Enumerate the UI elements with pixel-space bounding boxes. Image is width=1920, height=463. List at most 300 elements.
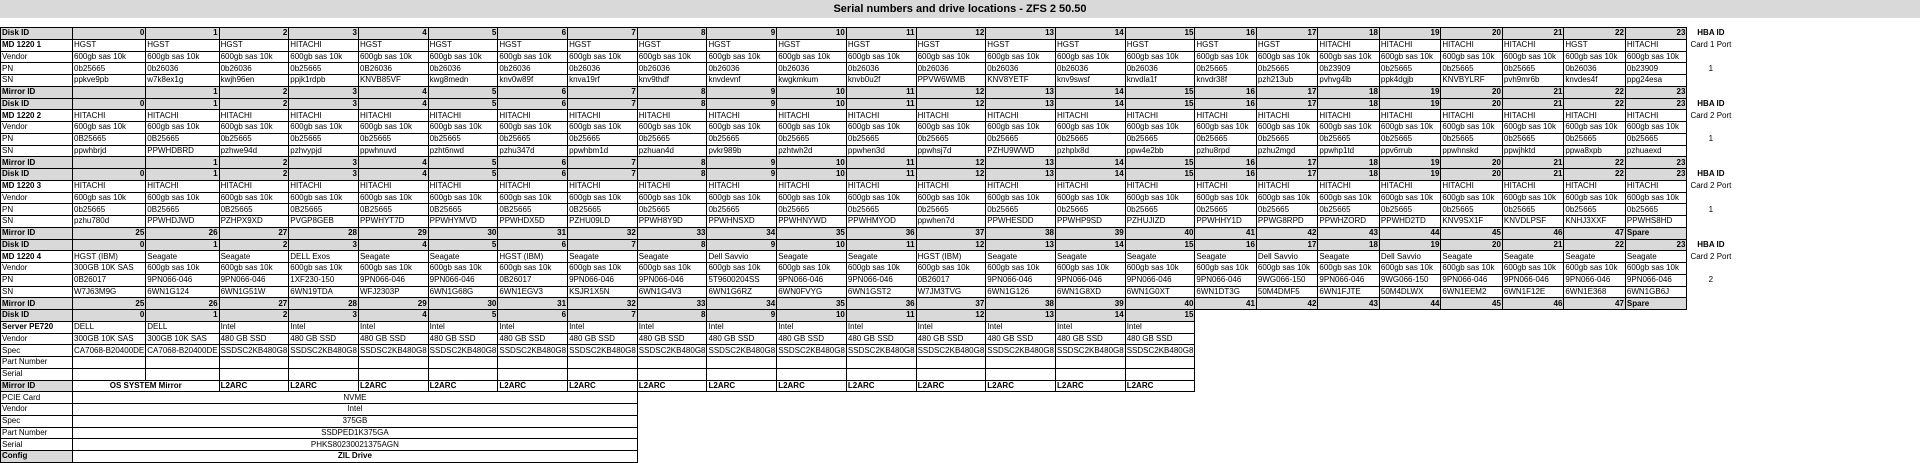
mirror-id-cell: 22 (1564, 157, 1626, 169)
spec-cell: 600gb sas 10k (846, 51, 916, 63)
sn-cell: PZHUJIZD (1125, 216, 1195, 228)
sn-cell: pzhuan4d (637, 145, 707, 157)
spec-cell: 600gb sas 10k (1502, 263, 1564, 275)
sheet-row (1, 380, 1735, 392)
spec-cell: 600gb sas 10k (219, 51, 289, 63)
vendor-cell: HGST (1256, 39, 1318, 51)
spec-cell: 600gb sas 10k (1625, 51, 1687, 63)
enclosure-name: MD 1220 3 (1, 180, 73, 192)
server-part-number-cell: SSDSC2KB480G8 (917, 345, 985, 355)
pn-cell: 9PN066-046 (1564, 274, 1626, 286)
vendor-cell: HGST (1125, 39, 1195, 51)
pn-cell: 0B25665 (358, 204, 428, 216)
disk-id-cell: 21 (1502, 169, 1564, 181)
spec-cell: 600gb sas 10k (428, 192, 498, 204)
server-spec-cell: 480 GB SSD (637, 333, 707, 345)
l2arc-cell: L2ARC (428, 380, 498, 392)
vendor-cell: Seagate (1625, 251, 1687, 263)
mirror-id-cell: 47 (1564, 227, 1626, 239)
spec-cell: 600gb sas 10k (1502, 192, 1564, 204)
sheet-row (1, 274, 1735, 286)
vendor-cell: HITACHI (1125, 180, 1195, 192)
spec-cell: 600gb sas 10k (1125, 192, 1195, 204)
vendor-cell: Seagate (846, 251, 916, 263)
vendor-cell: HITACHI (73, 110, 146, 122)
vendor-cell: Seagate (637, 251, 707, 263)
sn-cell: knvdr38f (1195, 75, 1257, 87)
server-spec-cell: 300GB 10K SAS (73, 333, 146, 345)
server-disk-id-cell: 9 (707, 310, 777, 322)
disk-id-cell: 4 (358, 98, 428, 110)
sn-cell: PPWHD2TD (1379, 216, 1441, 228)
sn-cell: PPWHESDD (986, 216, 1056, 228)
spec-cell: 600gb sas 10k (289, 192, 359, 204)
pn-cell: 0B25665 (568, 204, 638, 216)
mirror-id-cell: 37 (916, 227, 986, 239)
mirror-id-cell: 5 (428, 86, 498, 98)
mirror-id-cell: 10 (777, 86, 847, 98)
mirror-id-cell: 20 (1441, 157, 1503, 169)
sheet-row (1, 451, 1735, 463)
disk-id-cell: 2 (219, 239, 289, 251)
disk-id-cell: 20 (1441, 98, 1503, 110)
l2arc-cell: L2ARC (707, 380, 777, 392)
hba-card-label: Card 2 Port (1690, 251, 1732, 261)
sn-cell: PPWHDBRD (146, 145, 219, 157)
pn-cell: 9PN066-046 (358, 274, 428, 286)
sheet-row (1, 333, 1735, 345)
vendor-cell: HITACHI (916, 110, 986, 122)
sheet-row (1, 180, 1735, 192)
vendor-cell: Dell Savvio (707, 251, 777, 263)
disk-id-cell: 4 (358, 239, 428, 251)
sn-cell: pvhvg4lb (1318, 75, 1380, 87)
pn-cell: 0b25665 (986, 133, 1056, 145)
disk-id-cell: 3 (289, 169, 359, 181)
server-blank-cell (146, 368, 219, 380)
spec-cell: 600gb sas 10k (1441, 122, 1503, 134)
sn-cell: PZHPX9XD (219, 216, 289, 228)
pn-cell: 0b25665 (1564, 204, 1626, 216)
vendor-cell: HITACHI (1256, 180, 1318, 192)
spec-cell: 600gb sas 10k (846, 122, 916, 134)
server-spec-cell: 480 GB SSD (568, 333, 638, 345)
disk-id-cell: 0 (73, 239, 146, 251)
server-serial-cell (986, 357, 1056, 369)
sn-cell: W7J63M9G (73, 286, 146, 298)
sn-cell: PPWHHY1D (1195, 216, 1257, 228)
vendor-cell: HGST (707, 39, 777, 51)
pn-cell: 0B26017 (73, 274, 146, 286)
server-part-number-cell: SSDSC2KB480G8 (847, 345, 915, 355)
spec-cell: 600gb sas 10k (1056, 192, 1126, 204)
disk-id-cell: 4 (358, 28, 428, 40)
vendor-cell: HITACHI (1441, 39, 1503, 51)
spec-cell: 600gb sas 10k (1379, 51, 1441, 63)
sn-label: SN (1, 286, 73, 298)
server-spec-cell: 480 GB SSD (428, 333, 498, 345)
vendor-cell: HITACHI (428, 180, 498, 192)
sn-cell: 6WN1G6RZ (707, 286, 777, 298)
disk-id-cell: 7 (568, 98, 638, 110)
sn-cell: ppwhen7d (916, 216, 986, 228)
pn-cell: 9PN066-046 (428, 274, 498, 286)
os-mirror-cell: OS SYSTEM Mirror (73, 380, 220, 392)
disk-id-cell: 15 (1125, 28, 1195, 40)
pn-cell: 9PN066-046 (1195, 274, 1257, 286)
mirror-id-cell: 39 (1056, 298, 1126, 310)
l2arc-cell: L2ARC (568, 380, 638, 392)
spec-cell: 600gb sas 10k (358, 192, 428, 204)
spec-cell: 600gb sas 10k (1564, 122, 1626, 134)
sn-cell: PZHU09LD (568, 216, 638, 228)
sn-cell: KNHJ3XXF (1564, 216, 1626, 228)
pn-cell: 0b25665 (1256, 133, 1318, 145)
mirror-id-cell: 21 (1502, 86, 1564, 98)
vendor-label: Vendor (1, 263, 73, 275)
sn-cell: KNVB85VF (358, 75, 428, 87)
spec-cell: 600gb sas 10k (1125, 122, 1195, 134)
sn-cell: W7JM3TVG (916, 286, 986, 298)
disk-id-cell: 21 (1502, 28, 1564, 40)
vendor-cell: Dell Savvio (1256, 251, 1318, 263)
sn-cell: pzhvypjd (289, 145, 359, 157)
mirror-id-cell: 38 (986, 298, 1056, 310)
spec-cell: 600gb sas 10k (1318, 122, 1380, 134)
disk-id-cell: 19 (1379, 169, 1441, 181)
mirror-id-cell: 32 (568, 298, 638, 310)
spec-cell: 600gb sas 10k (1256, 122, 1318, 134)
server-spec-cell: 480 GB SSD (916, 333, 986, 345)
vendor-cell: HITACHI (916, 180, 986, 192)
disk-id-cell: 8 (637, 239, 707, 251)
vendor-cell: HITACHI (1056, 110, 1126, 122)
sn-cell: PPWHZORD (1318, 216, 1380, 228)
spec-cell: 600gb sas 10k (1256, 192, 1318, 204)
pn-cell: 0b25665 (1441, 133, 1503, 145)
sn-cell: pzhu347d (498, 145, 568, 157)
hba-port-number: 1 (1708, 134, 1714, 144)
l2arc-cell: L2ARC (1056, 380, 1126, 392)
spec-cell: 600gb sas 10k (146, 192, 219, 204)
vendor-label: Vendor (1, 51, 73, 63)
disk-id-cell: 14 (1056, 169, 1126, 181)
vendor-cell: HITACHI (1125, 110, 1195, 122)
spec-cell: 600gb sas 10k (637, 192, 707, 204)
sn-cell: 6WN1FJTE (1318, 286, 1380, 298)
sheet-row (1, 110, 1735, 122)
vendor-cell: HITACHI (846, 180, 916, 192)
mirror-id-cell: 8 (637, 157, 707, 169)
sn-cell: 6WN1F12E (1502, 286, 1564, 298)
disk-id-cell: 6 (498, 169, 568, 181)
server-blank-cell (358, 368, 428, 380)
vendor-cell: HGST (219, 39, 289, 51)
spec-cell: 600gb sas 10k (637, 263, 707, 275)
mirror-id-label: Mirror ID (1, 227, 73, 239)
disk-id-cell: 23 (1625, 169, 1687, 181)
vendor-cell: HITACHI (1318, 110, 1380, 122)
spec-cell: 600gb sas 10k (1256, 51, 1318, 63)
vendor-label: Vendor (1, 404, 73, 416)
pn-cell: 0b26036 (428, 63, 498, 75)
disk-id-cell: 8 (637, 169, 707, 181)
sn-cell: 6WN1E368 (1564, 286, 1626, 298)
pn-cell: 0b25665 (707, 204, 777, 216)
pn-cell: 0b25665 (289, 63, 359, 75)
mirror-id-cell (73, 157, 146, 169)
vendor-cell: HITACHI (1441, 110, 1503, 122)
server-vendor-cell: Intel (1056, 321, 1126, 333)
pn-cell: 0b25665 (1379, 133, 1441, 145)
vendor-cell: HITACHI (358, 180, 428, 192)
mirror-id-cell: 29 (358, 227, 428, 239)
sn-cell: pzhtwh2d (777, 145, 847, 157)
mirror-id-cell: 33 (637, 227, 707, 239)
disk-id-cell: 15 (1125, 169, 1195, 181)
disk-id-cell: 5 (428, 239, 498, 251)
sheet-row (1, 321, 1735, 333)
disk-id-cell: 17 (1256, 98, 1318, 110)
disk-id-cell: 5 (428, 169, 498, 181)
vendor-cell: HITACHI (637, 110, 707, 122)
spec-cell: 600gb sas 10k (777, 192, 847, 204)
pn-cell: 0b26036 (846, 63, 916, 75)
pn-cell: 0b26036 (777, 63, 847, 75)
sn-cell: PPWHYT7D (358, 216, 428, 228)
spec-cell: 600gb sas 10k (637, 51, 707, 63)
sn-cell: knvdla1f (1125, 75, 1195, 87)
mirror-id-cell: 36 (846, 227, 916, 239)
sheet-row (1, 368, 1735, 380)
disk-id-cell: 10 (777, 28, 847, 40)
sn-label: SN (1, 145, 73, 157)
enclosure-name: MD 1220 2 (1, 110, 73, 122)
disk-id-cell: 15 (1125, 239, 1195, 251)
disk-id-cell: 5 (428, 28, 498, 40)
sn-cell: pzhu8rpd (1195, 145, 1257, 157)
sn-cell: PPWHNYWD (777, 216, 847, 228)
spec-cell: 600gb sas 10k (1318, 263, 1380, 275)
disk-id-cell: 2 (219, 169, 289, 181)
disk-id-cell: 3 (289, 239, 359, 251)
l2arc-cell: L2ARC (1125, 380, 1195, 392)
server-disk-id-cell: 0 (73, 310, 146, 322)
server-serial-cell (219, 357, 289, 369)
spec-cell: 600gb sas 10k (1125, 263, 1195, 275)
sheet-row (1, 75, 1735, 87)
mirror-id-cell: 28 (289, 298, 359, 310)
disk-id-cell: 1 (146, 169, 219, 181)
server-disk-id-cell: 11 (846, 310, 916, 322)
mirror-id-cell: 7 (568, 157, 638, 169)
server-spec-cell: 480 GB SSD (1056, 333, 1126, 345)
server-disk-id-cell: 7 (568, 310, 638, 322)
vendor-cell: HITACHI (777, 180, 847, 192)
spec-cell: 600gb sas 10k (428, 263, 498, 275)
server-blank-cell (289, 368, 359, 380)
sn-cell: knvdes4f (1564, 75, 1626, 87)
spec-cell: 600gb sas 10k (73, 192, 146, 204)
disk-id-cell: 12 (916, 28, 986, 40)
mirror-id-cell: 27 (219, 227, 289, 239)
sn-cell: PVGP8GEB (289, 216, 359, 228)
vendor-cell: HITACHI (1625, 39, 1687, 51)
server-serial-cell (146, 357, 219, 369)
server-blank-cell (986, 368, 1056, 380)
pn-cell: 0b25665 (1379, 204, 1441, 216)
mirror-id-cell: 45 (1441, 227, 1503, 239)
server-vendor-cell: Intel (986, 321, 1056, 333)
pn-cell: 0b25665 (1318, 204, 1380, 216)
server-spec-cell: 480 GB SSD (358, 333, 428, 345)
l2arc-cell: L2ARC (777, 380, 847, 392)
hba-port-number: 1 (1708, 204, 1714, 214)
mirror-id-cell: 17 (1256, 157, 1318, 169)
server-part-number-cell: SSDSC2KB480G8 (569, 345, 636, 355)
vendor-cell: HGST (986, 39, 1056, 51)
pn-cell: 0B25665 (146, 133, 219, 145)
spec-cell: 600gb sas 10k (568, 122, 638, 134)
mirror-id-cell: 39 (1056, 227, 1126, 239)
mirror-id-cell: 12 (916, 86, 986, 98)
mirror-id-cell: 40 (1125, 298, 1195, 310)
sheet-row (1, 404, 1735, 416)
disk-id-cell: 11 (846, 169, 916, 181)
spec-cell: 600gb sas 10k (1502, 51, 1564, 63)
server-disk-id-cell: 14 (1056, 310, 1126, 322)
spec-cell: 600gb sas 10k (637, 122, 707, 134)
pn-cell: 0b25665 (73, 204, 146, 216)
mirror-id-cell: 34 (707, 298, 777, 310)
spec-cell: 600gb sas 10k (916, 263, 986, 275)
spec-cell: 600gb sas 10k (1318, 192, 1380, 204)
vendor-label: Vendor (1, 122, 73, 134)
mirror-id-cell: 14 (1056, 157, 1126, 169)
vendor-cell: HITACHI (428, 110, 498, 122)
mirror-id-cell: 28 (289, 227, 359, 239)
sn-cell: KNVDLPSF (1502, 216, 1564, 228)
sheet-title: Serial numbers and drive locations - ZFS 2 50.50 (0, 0, 1920, 18)
sheet-row (1, 415, 1735, 427)
mirror-id-cell: 4 (358, 157, 428, 169)
pn-cell: 9PN066-046 (1441, 274, 1503, 286)
mirror-id-cell: 1 (146, 86, 219, 98)
spec-cell: 600gb sas 10k (1441, 263, 1503, 275)
mirror-id-cell: 44 (1379, 298, 1441, 310)
disk-id-cell: 10 (777, 98, 847, 110)
disk-id-cell: 21 (1502, 239, 1564, 251)
spec-cell: 600gb sas 10k (498, 51, 568, 63)
sn-cell: 6WN1G126 (986, 286, 1056, 298)
hba-port-number: 1 (1708, 63, 1714, 73)
sn-cell: kwg8medn (428, 75, 498, 87)
pn-cell: 0b25665 (1125, 204, 1195, 216)
sheet-row (1, 227, 1735, 239)
disk-id-cell: 17 (1256, 28, 1318, 40)
sn-cell: PPWHMYOD (846, 216, 916, 228)
vendor-cell: HITACHI (1441, 180, 1503, 192)
disk-id-cell: 12 (916, 98, 986, 110)
spec-cell: 600gb sas 10k (358, 51, 428, 63)
vendor-cell: Seagate (146, 251, 219, 263)
drive-location-sheet (0, 27, 1735, 463)
sn-cell: ppjk1rdpb (289, 75, 359, 87)
server-vendor-cell: DELL (73, 321, 146, 333)
mirror-id-cell: 10 (777, 157, 847, 169)
spec-cell: 600gb sas 10k (1625, 192, 1687, 204)
l2arc-cell: L2ARC (358, 380, 428, 392)
sn-cell: 6WN1G8XD (1056, 286, 1126, 298)
pn-cell: 0b25665 (986, 204, 1056, 216)
sheet-row (1, 39, 1735, 51)
sn-cell: PPWHS8HD (1625, 216, 1687, 228)
disk-id-cell: 18 (1318, 169, 1380, 181)
server-vendor-cell: Intel (777, 321, 847, 333)
pn-cell: 0b26036 (1564, 63, 1626, 75)
pn-cell: 9PN066-046 (1625, 274, 1687, 286)
pn-cell: 9PN066-046 (777, 274, 847, 286)
mirror-id-cell: 21 (1502, 157, 1564, 169)
server-disk-id-cell: 6 (498, 310, 568, 322)
server-blank-cell (428, 368, 498, 380)
server-part-number-cell: SSDSC2KB480G8 (708, 345, 776, 355)
spec-cell: 600gb sas 10k (707, 51, 777, 63)
mirror-id-cell: 25 (73, 227, 146, 239)
enclosure-name: MD 1220 4 (1, 251, 73, 263)
disk-id-cell: 21 (1502, 98, 1564, 110)
server-vendor-cell: Intel (846, 321, 916, 333)
mirror-id-cell: 6 (498, 157, 568, 169)
disk-id-cell: 9 (707, 239, 777, 251)
disk-id-cell: 14 (1056, 28, 1126, 40)
pn-cell: 0b25665 (358, 133, 428, 145)
server-serial-cell (1056, 357, 1126, 369)
disk-id-cell: 2 (219, 28, 289, 40)
server-vendor-cell: Intel (358, 321, 428, 333)
sn-cell: PPWHYMVD (428, 216, 498, 228)
disk-id-cell: 12 (916, 169, 986, 181)
pn-cell: 0b26036 (568, 63, 638, 75)
vendor-cell: HITACHI (498, 110, 568, 122)
pn-cell: 0b25665 (73, 63, 146, 75)
server-spec-cell: 480 GB SSD (986, 333, 1056, 345)
mirror-id-cell: 30 (428, 227, 498, 239)
mirror-id-cell: 18 (1318, 157, 1380, 169)
server-blank-cell (777, 368, 847, 380)
sn-cell: 6WN1G4V3 (637, 286, 707, 298)
mirror-id-cell: 16 (1195, 157, 1257, 169)
spec-label: Spec (1, 345, 73, 357)
pcie-spec-value: 375GB (73, 415, 638, 427)
mirror-id-cell: 8 (637, 86, 707, 98)
disk-id-cell: 7 (568, 28, 638, 40)
sn-cell: ppv6rrub (1379, 145, 1441, 157)
sn-cell: pzhu2mgd (1256, 145, 1318, 157)
sn-cell: ppk4dgjb (1379, 75, 1441, 87)
disk-id-cell: 19 (1379, 98, 1441, 110)
disk-id-cell: 9 (707, 28, 777, 40)
sn-cell: 50M4DLWX (1379, 286, 1441, 298)
vendor-cell: HITACHI (986, 110, 1056, 122)
pn-cell: 0b26036 (916, 63, 986, 75)
sheet-row (1, 28, 1735, 40)
vendor-cell: HGST (1195, 39, 1257, 51)
disk-id-cell: 3 (289, 98, 359, 110)
vendor-cell: HITACHI (1564, 180, 1626, 192)
server-blank-cell (219, 368, 289, 380)
server-serial-cell (777, 357, 847, 369)
